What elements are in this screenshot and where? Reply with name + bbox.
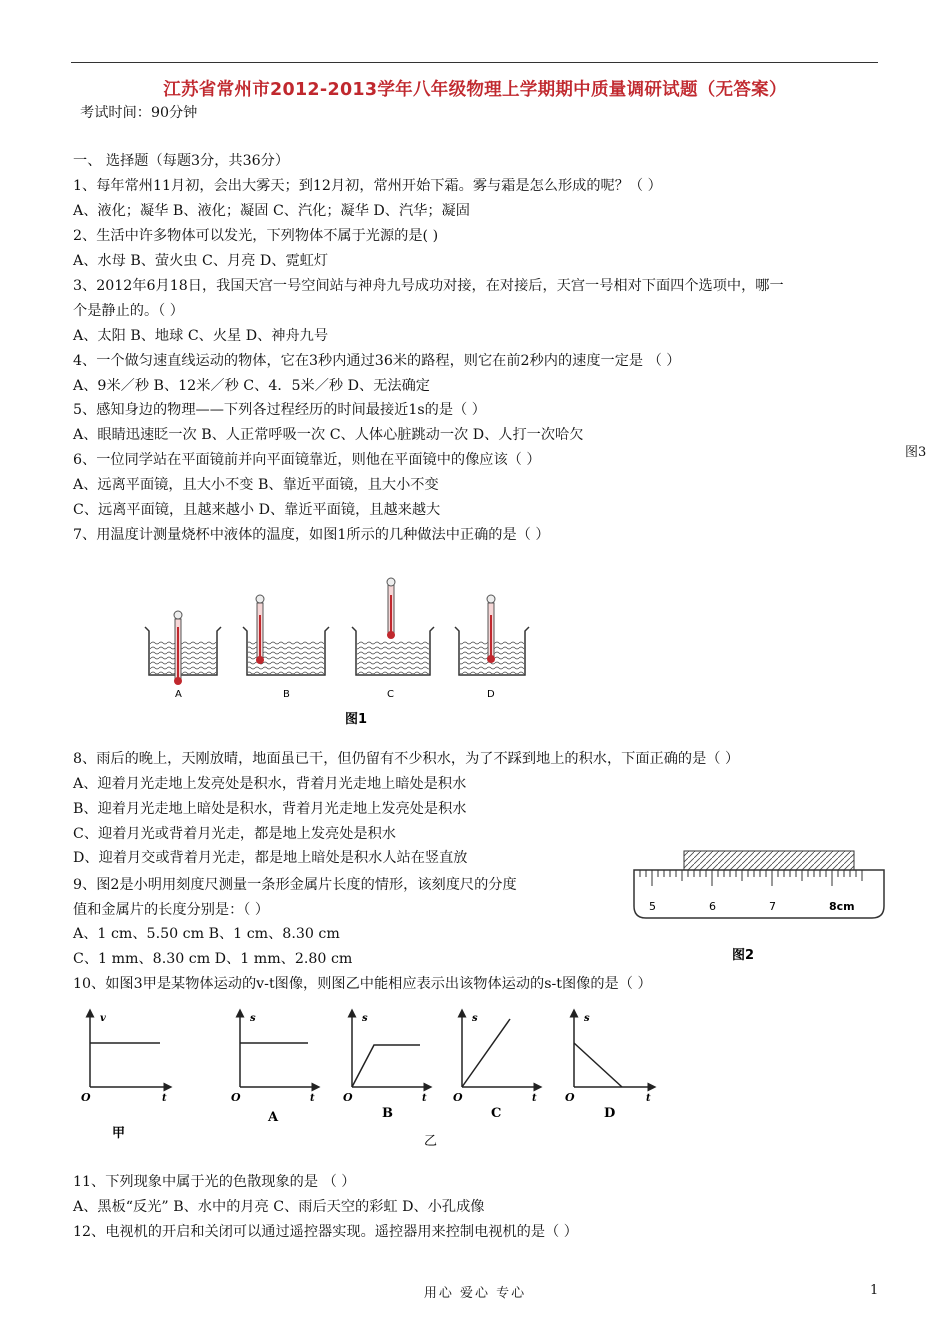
question-11-options: A、黑板“反光” B、水中的月亮 C、雨后天空的彩虹 D、小孔成像 [73,1199,485,1215]
question-1-options: A、液化；凝华 B、液化；凝固 C、汽化；凝华 D、汽华；凝固 [73,203,470,219]
graph-a-xlabel: t [310,1093,315,1104]
beaker-d [455,595,529,675]
question-6: 6、一位同学站在平面镜前并向平面镜靠近，则他在平面镜中的像应该（ ） [73,452,541,468]
question-9-options-ab: A、1 cm、5.50 cm B、1 cm、8.30 cm [73,926,340,942]
fig1-label-d: D [487,689,495,700]
graph-c-ylabel: s [472,1013,478,1024]
question-9-line1: 9、图2是小明用刻度尺测量一条形金属片长度的情形，该刻度尺的分度 [73,877,517,893]
figure-3-graphs [78,1005,668,1155]
question-4: 4、一个做匀速直线运动的物体，它在3秒内通过36米的路程，则它在前2秒内的速度一定是 （ ） [73,353,681,369]
footer-motto: 用心 爱心 专心 [423,1286,527,1301]
graph-b [343,1013,428,1121]
page-number: 1 [870,1283,879,1298]
side-figure-label: 图3 [905,445,927,460]
question-8-option-b: B、迎着月光走地上暗处是积水，背着月光走地上发亮处是积水 [73,801,467,817]
graph-d-xlabel: t [646,1093,651,1104]
question-4-options: A、9米／秒 B、12米／秒 C、4．5米／秒 D、无法确定 [73,378,430,394]
graph-b-ylabel: s [362,1013,368,1024]
ruler-label-5: 5 [649,900,656,913]
fig1-label-a: A [175,689,182,700]
page-title: 江苏省常州市2012-2013学年八年级物理上学期期中质量调研试题（无答案） [163,80,787,100]
graph-c [453,1013,538,1121]
graph-b-origin: O [343,1091,353,1104]
question-2: 2、生活中许多物体可以发光，下列物体不属于光源的是( ) [73,228,439,244]
ruler-label-6: 6 [709,900,716,913]
graph-a [231,1013,316,1125]
question-12: 12、电视机的开启和关闭可以通过遥控器实现。遥控器用来控制电视机的是（ ） [73,1224,578,1240]
beaker-a [145,611,221,685]
graph-jia-xlabel: t [162,1093,167,1104]
question-3-options: A、太阳 B、地球 C、火星 D、神舟九号 [73,328,329,344]
graph-a-ylabel: s [250,1013,256,1024]
question-9-options-cd: C、1 mm、8.30 cm D、1 mm、2.80 cm [73,951,353,967]
graph-d-label: D [604,1106,616,1121]
graph-b-xlabel: t [422,1093,427,1104]
graph-jia [81,1013,168,1141]
question-8-option-d: D、迎着月交或背着月光走，都是地上暗处是积水人站在竖直放 [73,850,468,866]
question-7: 7、用温度计测量烧杯中液体的温度，如图1所示的几种做法中正确的是（ ） [73,527,550,543]
metal-strip [684,851,854,870]
fig1-caption: 图1 [345,712,368,727]
question-3-line1: 3、2012年6月18日，我国天宫一号空间站与神舟九号成功对接，在对接后，天宫一号相对下面四个选项中，哪一 [73,278,784,294]
question-8-option-a: A、迎着月光走地上发亮处是积水，背着月光走地上暗处是积水 [73,776,467,792]
question-2-options: A、水母 B、萤火虫 C、月亮 D、霓虹灯 [73,253,329,269]
graph-group-label: 乙 [424,1134,438,1149]
question-10: 10、如图3甲是某物体运动的v-t图像，则图乙中能相应表示出该物体运动的s-t图像的是（ ） [73,976,652,992]
graph-a-label: A [268,1110,279,1125]
question-1: 1、每年常州11月初，会出大雾天；到12月初，常州开始下霜。雾与霜是怎么形成的呢？（ ） [73,178,662,194]
graph-c-origin: O [453,1091,463,1104]
question-8: 8、雨后的晚上，天刚放晴，地面虽已干，但仍留有不少积水，为了不踩到地上的积水，下面正确的是（ ） [73,751,740,767]
question-11: 11、下列现象中属于光的色散现象的是 （ ） [73,1174,356,1190]
graph-jia-origin: O [81,1091,91,1104]
graph-jia-label: 甲 [112,1126,126,1141]
graph-a-origin: O [231,1091,241,1104]
header-rule [71,62,878,63]
ruler-label-7: 7 [769,900,776,913]
graph-c-label: C [491,1106,502,1121]
graph-jia-ylabel: v [100,1013,106,1024]
question-9-line2: 值和金属片的长度分别是：（ ） [73,902,270,918]
question-6-options-cd: C、远离平面镜，且越来越小 D、靠近平面镜，且越来越大 [73,502,441,518]
section-heading: 一、 选择题（每题3分，共36分） [73,153,290,169]
graph-c-xlabel: t [532,1093,537,1104]
graph-b-label: B [382,1106,393,1121]
exam-time: 考试时间：90分钟 [80,105,198,121]
ruler-label-8cm: 8cm [829,900,855,913]
beaker-b [243,595,329,675]
graph-d-origin: O [565,1091,575,1104]
figure-2-ruler [628,846,890,964]
question-8-option-c: C、迎着月光或背着月光走，都是地上发亮处是积水 [73,826,396,842]
beaker-c [352,578,434,675]
question-5: 5、感知身边的物理——下列各过程经历的时间最接近1s的是（ ） [73,402,486,418]
fig2-caption: 图2 [732,948,755,963]
graph-d [565,1013,652,1121]
question-5-options: A、眼睛迅速眨一次 B、人正常呼吸一次 C、人体心脏跳动一次 D、人打一次哈欠 [73,427,584,443]
fig1-label-c: C [387,689,394,700]
graph-d-ylabel: s [584,1013,590,1024]
question-6-options-ab: A、远离平面镜，且大小不变 B、靠近平面镜，且大小不变 [73,477,439,493]
figure-1-thermometers [135,575,535,735]
fig1-label-b: B [283,689,290,700]
question-3-line2: 个是静止的。（ ） [73,303,184,319]
